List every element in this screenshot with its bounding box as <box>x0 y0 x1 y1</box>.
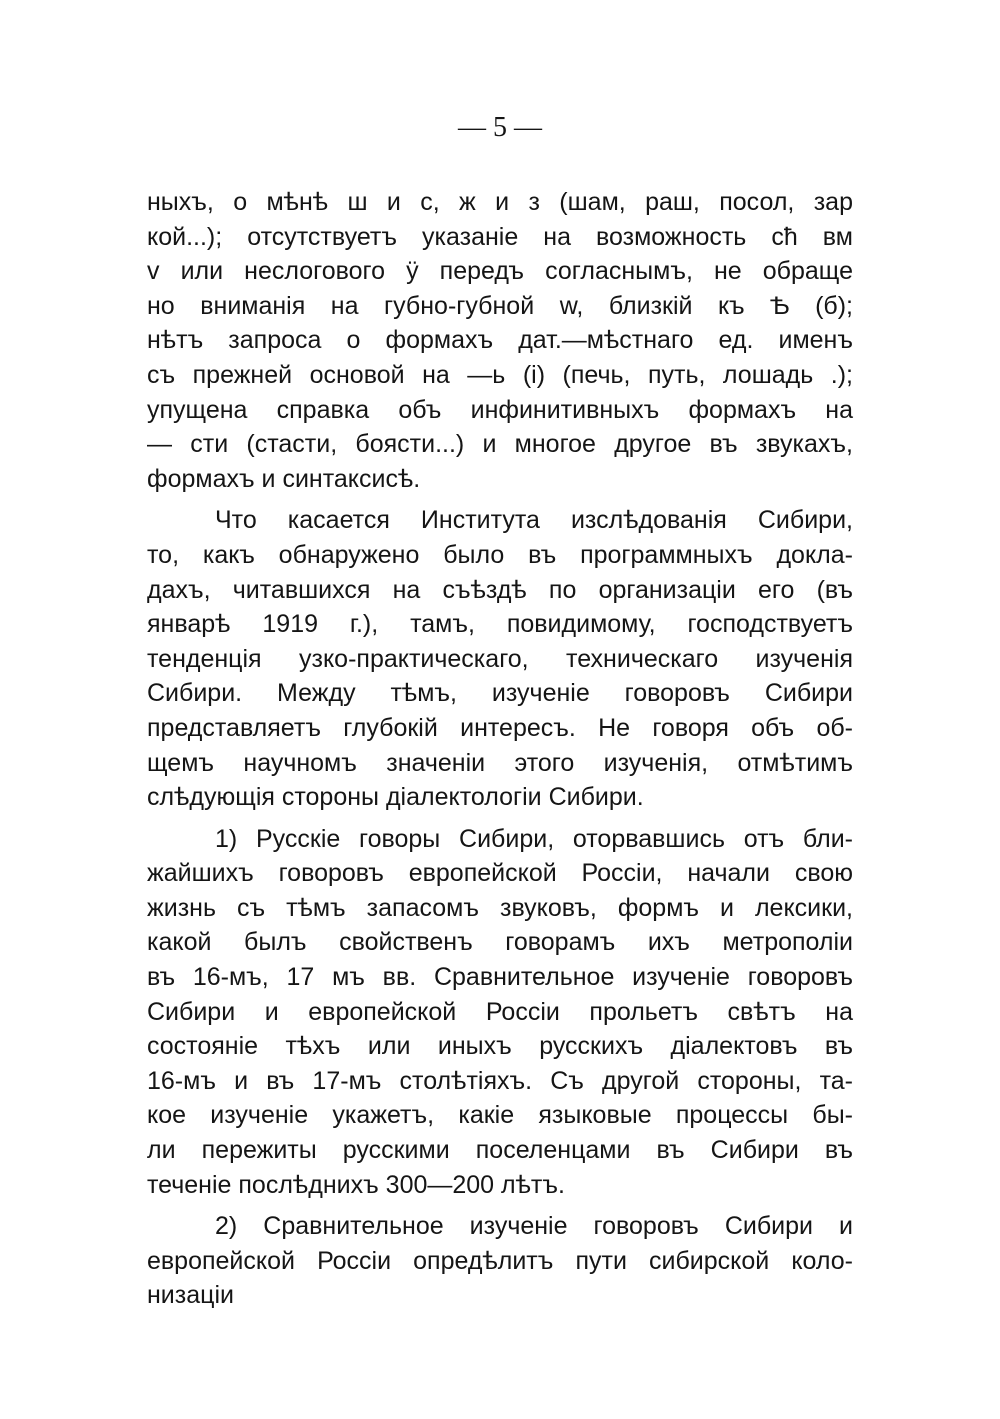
text-line: Сибири. Между тѣмъ, изученiе говоровъ Сибири <box>147 679 853 708</box>
text-line: v или неслогового ÿ передъ согласнымъ, не обраще <box>147 257 853 286</box>
text-line: формахъ и синтаксисѣ. <box>147 464 421 493</box>
text-line: кое изученiе укажетъ, какiе языковые процессы бы- <box>147 1101 853 1130</box>
text-line: — сти (стасти, боясти...) и многое другое въ звукахъ, <box>147 430 853 459</box>
text-line: жайшихъ говоровъ европейской Россiи, начали свою <box>147 859 853 888</box>
text-line: какой былъ свойственъ говорамъ ихъ метрополiи <box>147 928 853 957</box>
text-line: 16-мъ и въ 17-мъ столѣтiяхъ. Съ другой стороны, та- <box>147 1066 853 1095</box>
text-line: тенденцiя узко-практическаго, техническаго изученiя <box>147 644 853 673</box>
text-line: съ прежней основой на —ь (i) (печь, путь, лошадь .); <box>147 360 853 389</box>
text-line: въ 16-мъ, 17 мъ вв. Сравнительное изученiе говоровъ <box>147 963 853 992</box>
text-line: щемъ научномъ значенiи этого изученiя, отмѣтимъ <box>147 748 853 777</box>
text-line: нѣтъ запроса о формахъ дат.—мѣстнаго ед. именъ <box>147 326 853 355</box>
text-line: жизнь съ тѣмъ запасомъ звуковъ, формъ и лексики, <box>147 893 853 922</box>
text-line: слѣдующiя стороны дiалектологiи Сибири. <box>147 783 644 812</box>
paragraph <box>147 822 853 1203</box>
text-line: то, какъ обнаружено было въ программныхъ докла- <box>147 540 853 569</box>
body-text <box>147 185 853 1313</box>
text-line: состоянiе тѣхъ или иныхъ русскихъ дiалектовъ въ <box>147 1032 853 1061</box>
text-line: упущена справка объ инфинитивныхъ формахъ на <box>147 395 853 424</box>
text-line: ли пережиты русскими поселенцами въ Сибири въ <box>147 1136 853 1165</box>
text-line: Что касается Института изслѣдованiя Сибири, <box>215 506 853 535</box>
text-line: теченiе послѣднихъ 300—200 лѣтъ. <box>147 1170 565 1199</box>
text-line: европейской Россiи опредѣлитъ пути сибирской коло- <box>147 1246 853 1275</box>
text-line: 1) Русскiе говоры Сибири, оторвавшись отъ бли- <box>215 824 853 853</box>
paragraph <box>147 1209 853 1313</box>
text-line: ныхъ, о мѣнѣ ш и с, ж и з (шам, раш, посол, зар <box>147 188 853 216</box>
text-line: низацiи <box>147 1281 234 1310</box>
text-line: Сибири и европейской Россiи прольетъ свѣтъ на <box>147 997 853 1026</box>
paragraph <box>147 503 853 814</box>
text-line: представляетъ глубокiй интересъ. Не говоря объ об- <box>147 713 853 742</box>
text-line: январѣ 1919 г.), тамъ, повидимому, господствуетъ <box>147 610 853 639</box>
page-number: — 5 — <box>458 112 542 143</box>
text-line: но вниманiя на губно-губной w, близкiй къ Ѣ (б); <box>147 291 853 320</box>
text-line: кой...); отсутствуетъ указанiе на возможность сћ вм <box>147 222 853 251</box>
text-line: 2) Сравнительное изученiе говоровъ Сибири и <box>215 1212 853 1241</box>
text-line: дахъ, читавшихся на съѣздѣ по организацiи его (въ <box>147 575 853 604</box>
paragraph <box>147 185 853 496</box>
